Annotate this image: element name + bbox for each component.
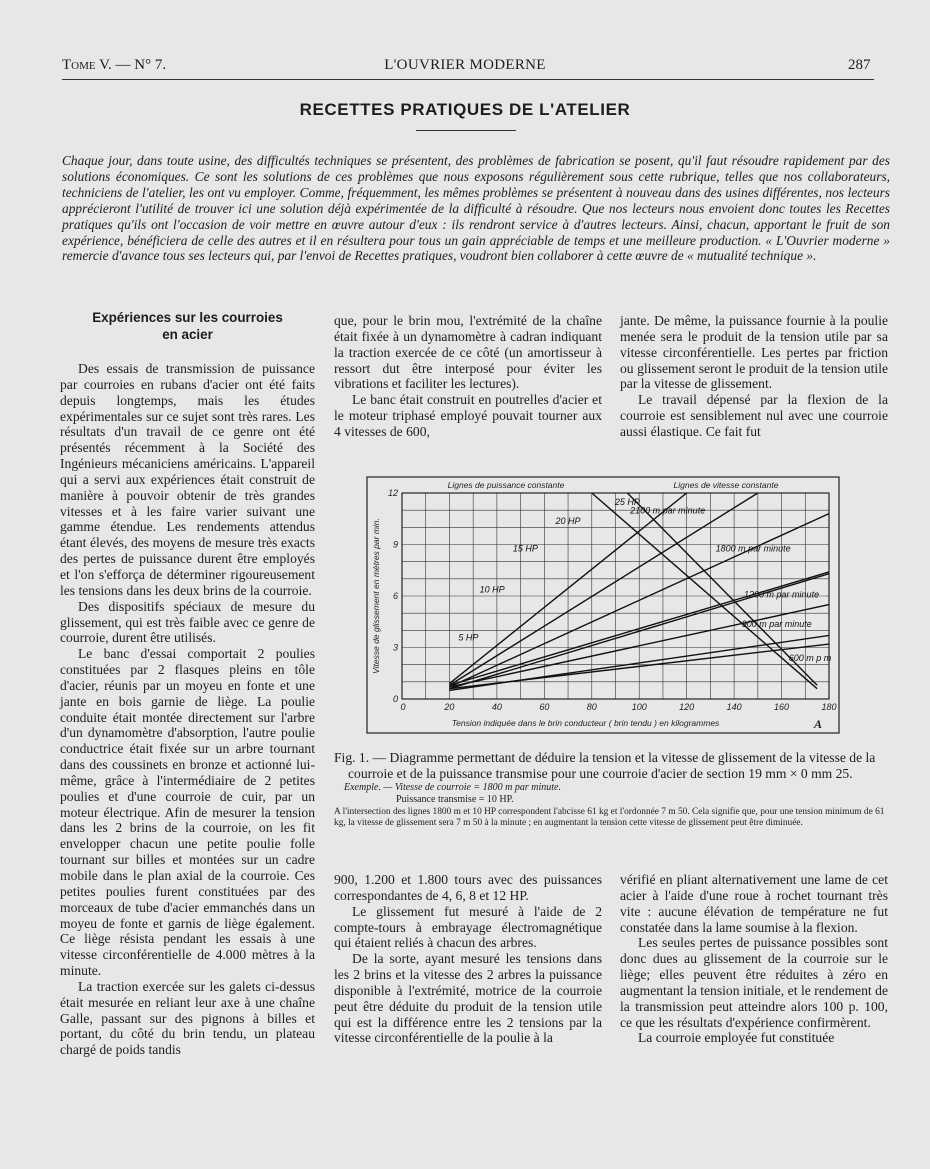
paragraph: jante. De même, la puissance fournie à la poulie menée sera le produit de la tension utile par sa vitesse circonférentielle. Les pertes par friction ou glissement seront le produit de la tension utile par la vitesse de glissement.	[620, 313, 888, 392]
y-tick-label: 9	[392, 539, 398, 550]
column-2-bottom	[334, 872, 602, 1046]
figure-caption-block	[334, 750, 890, 830]
paragraph: Des dispositifs spéciaux de mesure du glissement, qui est très faible avec ce genre de courroie, durent être utilisés.	[60, 598, 315, 646]
x-tick-label: 180	[821, 702, 837, 712]
article-title-line2: en acier	[162, 327, 213, 342]
figure-frame	[367, 477, 839, 733]
series-label: 5 HP	[458, 632, 479, 643]
x-tick-label: 120	[679, 702, 695, 712]
y-tick-label: 6	[392, 591, 398, 601]
x-tick-label: 0	[400, 702, 406, 712]
column-3-top	[620, 313, 888, 440]
column-2-top	[334, 313, 602, 440]
paragraph: Le travail dépensé par la flexion de la courroie est sensiblement nul avec une courroie aussi élastique. Ce fait fut	[620, 392, 888, 439]
chart-title-left: Lignes de puissance constante	[447, 480, 565, 490]
figure-example-line1: Exemple. — Vitesse de courroie = 1800 m par minute.	[344, 781, 561, 793]
paragraph: 900, 1.200 et 1.800 tours avec des puissances correspondantes de 4, 6, 8 et 12 HP.	[334, 872, 602, 903]
figure-monogram: A	[813, 717, 823, 731]
paragraph: La traction exercée sur les galets ci-dessus était mesurée en reliant leur axe à une chaîne Galle, passant sur des pignons à billes et portant, du côté du brin tendu, un plateau chargé de poids tandis	[60, 978, 315, 1058]
belt-diagram-chart	[366, 476, 840, 734]
series-label: 600 m p m	[788, 653, 832, 664]
header-journal-title: L'OUVRIER MODERNE	[384, 57, 546, 73]
x-tick-label: 160	[774, 702, 790, 712]
series-label: 900 m par minute	[741, 618, 812, 629]
header-volume: Tome V. — N° 7.	[62, 57, 167, 73]
column-3-bottom	[620, 872, 888, 1046]
series-label: 1200 m par minute	[744, 589, 820, 600]
x-tick-label: 20	[444, 702, 455, 712]
chart-title-right: Lignes de vitesse constante	[673, 480, 779, 490]
paragraph: Le banc d'essai comportait 2 poulies constituées par 2 flasques pleins en tôle d'acier, réunis par un moyeu en fonte et une jante en bois garnie de liège. La poulie conduite était montée directement sur l'arbre d'un dynamomètre d'absorption, l'autre poulie conductrice était fixée sur un arbre tournant dans des coussinets en bronze et actionné lui-même, grâce à l'intermédiaire de 2 petites poulies et d'une courroie de cuir, par un moteur électrique. Afin de mesurer la tension dans les 2 brins de la courroie, on les fit envelopper chacun une petite poulie folle tournant sur billes et montées sur un cadre mobile dans le plan axial de la courroie. Ces petites poulies furent constituées par des morceaux de tube d'acier emmanchés dans un moyeu de fonte et garnis de liège également. Ce liège résista pendant les essais à une vitesse circonférentielle de 4.000 mètres à la minute.	[60, 646, 315, 979]
paragraph: Les seules pertes de puissance possibles sont donc dues au glissement de la courroie sur le liège; elles peuvent être réduites à zéro en augmentant la tension initiale, et le rendement de la transmission peut atteindre alors 100 p. 100, ce que les résultats d'expérience confirmèrent.	[620, 935, 888, 1030]
header-rule	[62, 79, 874, 80]
column-1	[60, 309, 315, 1058]
section-title: RECETTES PRATIQUES DE L'ATELIER	[299, 100, 631, 119]
y-tick-label: 0	[392, 694, 398, 704]
figure-example-line2: Puissance transmise = 10 HP.	[396, 794, 514, 806]
series-label: 20 HP	[555, 515, 581, 526]
series-label: 2100 m par minute	[630, 505, 706, 516]
y-tick-label: 3	[392, 642, 398, 653]
series-label: 1800 m par minute	[715, 543, 791, 554]
figure-example-note: A l'intersection des lignes 1800 m et 10 HP correspondent l'abcisse 61 kg et l'ordonnée 7 m 50. Cela signifie que, pour une tension minimum de 61 kg, la vitesse de glissement sera 7 m 50 à la minute ; en augmentant la tension cette vitesse de glissement peut être diminuée.	[334, 806, 885, 829]
y-tick-label: 12	[387, 488, 398, 498]
paragraph: Le glissement fut mesuré à l'aide de 2 compte-tours à embrayage électromagnétique qui étaient reliés à chacun des arbres.	[334, 903, 602, 951]
intro-paragraph: Chaque jour, dans toute usine, des difficultés techniques se présentent, des problèmes de fabrication se posent, qu'il faut résoudre rapidement par des solutions économiques. Ce sont les solutions de ces problèmes que nous exposons régulièrement sous cette rubrique, telles que nos collaborateurs, techniciens de l'atelier, les ont vu employer. Comme, fréquemment, les mêmes problèmes se présentent à nouveau dans des usines différentes, nos lecteurs apprécieront l'utilité de trouver ici une solution déjà expérimentée de la difficulté à résoudre. Que nos lecteurs nous envoient donc toutes les Recettes pratiques qu'ils ont l'occasion de voir mettre en œuvre autour d'eux : ils rendront service à d'autres lecteurs. Ainsi, chacun, apportant le fruit de son expérience, bénéficiera de celle des autres et il en résultera pour tous un gain appréciable de temps et une meilleure production. « L'Ouvrier moderne » remercie d'avance tous ses lecteurs qui, par l'envoi de Recettes pratiques, voudront bien collaborer à cette œuvre de « mutualité technique ».	[62, 153, 890, 264]
paragraph: que, pour le brin mou, l'extrémité de la chaîne était fixée à un dynamomètre à cadran indiquant la traction exercée de ce côté (un amortisseur à ressort dut être interposé pour éviter les vibrations et faciliter les lectures).	[334, 313, 602, 392]
paragraph: Le banc était construit en poutrelles d'acier et le moteur triphasé employé pouvait tourner aux 4 vitesses de 600,	[334, 392, 602, 439]
x-tick-label: 80	[586, 702, 597, 712]
x-tick-label: 100	[631, 702, 647, 712]
article-title-line1: Expériences sur les courroies	[92, 310, 283, 325]
x-axis-label: Tension indiquée dans le brin conducteur ( brin tendu ) en kilogrammes	[451, 718, 720, 728]
figure-caption: Fig. 1. — Diagramme permettant de déduire la tension et la vitesse de glissement de la vitesse de la courroie et de la puissance transmise pour une courroie d'acier de section 19 mm × 0 mm 25.	[334, 750, 876, 781]
header-page-number: 287	[848, 57, 871, 73]
title-rule	[416, 130, 516, 131]
series-label: 25 HP	[614, 497, 640, 508]
paragraph: La courroie employée fut constituée	[638, 1030, 835, 1046]
paragraph: vérifié en pliant alternativement une lame de cet acier à l'aide d'une roue à rochet tournant très vite : aucune élévation de température ne fut constatée dans la lame soumise à la flexion.	[620, 872, 888, 935]
x-tick-label: 60	[539, 702, 550, 712]
paragraph: De la sorte, ayant mesuré les tensions dans les 2 brins et la vitesse des 2 arbres la puissance disponible à l'extrémité, motrice de la courroie peut être déduite du produit de la tension utile qui est la différence entre les 2 tensions par la vitesse circonférentielle de la poulie à la	[334, 951, 602, 1046]
series-label: 10 HP	[479, 584, 505, 595]
article-title	[60, 309, 315, 343]
y-axis-label: Vitesse de glissement en mètres par min.	[371, 518, 381, 674]
paragraph: Des essais de transmission de puissance par courroies en rubans d'acier ont été faits depuis longtemps, mais les études expérimentales sur ce sujet sont très rares. Les résultats d'un travail de ce genre ont été présentés récemment à la Société des Ingénieurs mécaniciens américains. L'appareil qui a servi aux expériences était construit de manière à pouvoir obtenir de très grandes vitesses et à les faire varier suivant une gamme étendue. Les rendements attendus étant élevés, des moyens de mesure très exacts des pertes de puissance durent être employés et l'on s'efforça de déterminer rigoureusement les tensions dans les deux brins de la courroie.	[60, 361, 315, 598]
x-tick-label: 140	[726, 702, 742, 712]
series-label: 15 HP	[512, 543, 538, 554]
x-tick-label: 40	[491, 702, 502, 712]
